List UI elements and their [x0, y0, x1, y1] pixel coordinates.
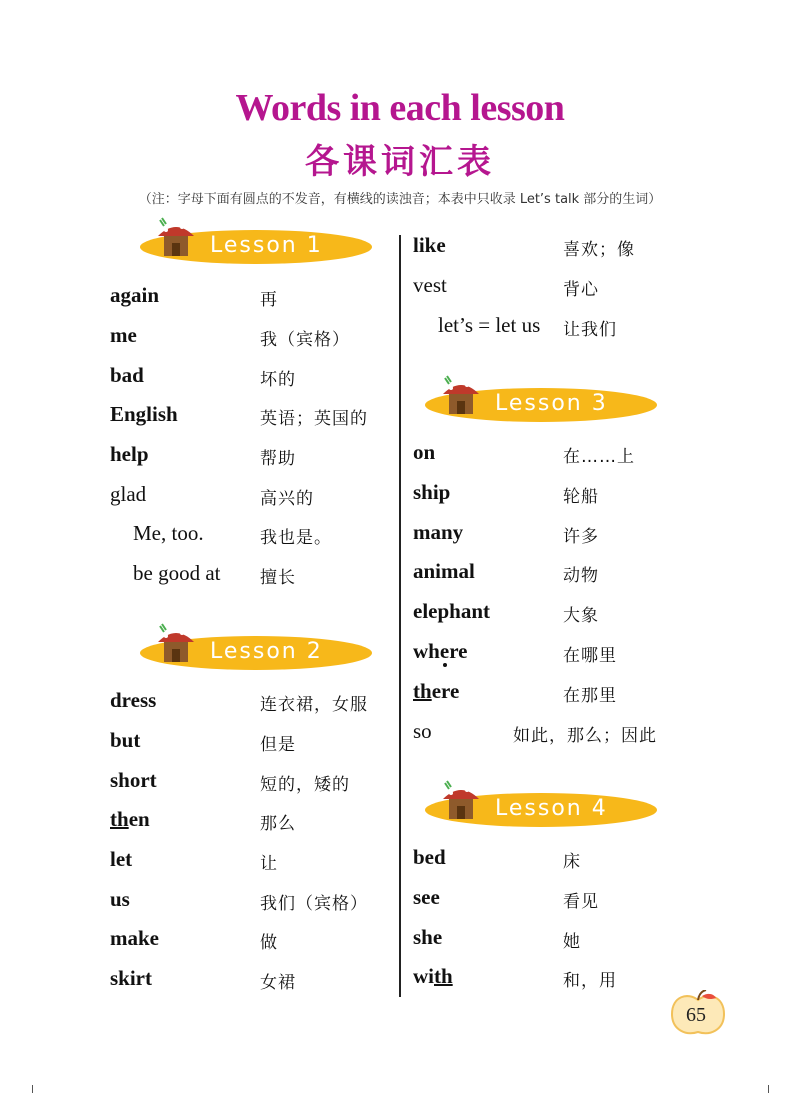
page-number-badge — [668, 990, 728, 1038]
word: vest — [413, 273, 447, 297]
meaning: 英语；英国的 — [260, 409, 368, 429]
word: many — [413, 520, 464, 544]
word: us — [110, 887, 130, 911]
lesson-label: Lesson 1 — [210, 233, 323, 258]
mushroom-house-icon — [437, 374, 485, 422]
word-rest: en — [128, 807, 150, 831]
meaning: 许多 — [563, 527, 599, 547]
word: short — [110, 768, 157, 792]
silent-letter-dot: e — [439, 639, 450, 663]
word — [110, 807, 150, 832]
word — [413, 639, 467, 664]
word-start: wh — [413, 639, 440, 663]
meaning: 但是 — [260, 735, 296, 755]
lesson-4-badge — [425, 793, 657, 827]
meaning: 短的，矮的 — [260, 775, 350, 795]
word: help — [110, 442, 149, 466]
page-title-chinese: 各课词汇表 — [305, 142, 495, 182]
meaning: 擅长 — [260, 568, 296, 588]
pronunciation-note: （注：字母下面有圆点的不发音，有横线的读浊音；本表中只收录 Let’s talk 部分的生词） — [138, 192, 662, 207]
meaning: 大象 — [563, 606, 599, 626]
meaning: 坏的 — [260, 370, 296, 390]
meaning: 床 — [563, 852, 581, 872]
meaning: 连衣裙，女服 — [260, 695, 368, 715]
lesson-label: Lesson 3 — [495, 391, 608, 416]
word: see — [413, 885, 440, 909]
mushroom-house-icon — [152, 622, 200, 670]
word — [413, 964, 453, 989]
voiced-underline: th — [413, 679, 432, 703]
meaning: 我（宾格） — [260, 330, 350, 350]
word: dress — [110, 688, 157, 712]
word: animal — [413, 559, 475, 583]
word: on — [413, 440, 436, 464]
lesson-label: Lesson 2 — [210, 639, 323, 664]
meaning: 背心 — [563, 280, 599, 300]
word: bed — [413, 845, 446, 869]
meaning: 如此，那么；因此 — [513, 726, 657, 746]
meaning: 我们（宾格） — [260, 894, 368, 914]
crop-mark — [768, 1085, 769, 1093]
meaning: 在……上 — [563, 447, 635, 467]
meaning: 喜欢；像 — [563, 240, 635, 260]
word — [413, 679, 459, 704]
phrase: let’s = let us — [438, 313, 541, 337]
voiced-underline: th — [434, 964, 453, 988]
meaning: 高兴的 — [260, 489, 314, 509]
word: English — [110, 402, 178, 426]
word-rest: ere — [431, 679, 460, 703]
voiced-underline: th — [110, 807, 129, 831]
meaning: 在那里 — [563, 686, 617, 706]
meaning: 女裙 — [260, 973, 296, 993]
word: so — [413, 719, 432, 743]
page-number: 65 — [686, 1004, 706, 1026]
lesson-label: Lesson 4 — [495, 796, 608, 821]
word: like — [413, 233, 446, 257]
word: make — [110, 926, 159, 950]
word: bad — [110, 363, 144, 387]
meaning: 动物 — [563, 566, 599, 586]
mushroom-house-icon — [437, 779, 485, 827]
meaning: 看见 — [563, 892, 599, 912]
word: ship — [413, 480, 451, 504]
word: again — [110, 283, 160, 307]
crop-mark — [32, 1085, 33, 1093]
word: skirt — [110, 966, 152, 990]
word: let — [110, 847, 133, 871]
column-divider — [399, 235, 401, 997]
meaning: 那么 — [260, 814, 296, 834]
meaning: 再 — [260, 290, 278, 310]
lesson-3-badge — [425, 388, 657, 422]
mushroom-house-icon — [152, 216, 200, 264]
word-rest: re — [449, 639, 468, 663]
meaning: 帮助 — [260, 449, 296, 469]
lesson-1-badge — [140, 230, 372, 264]
meaning: 轮船 — [563, 487, 599, 507]
page-title-english: Words in each lesson — [235, 87, 565, 129]
meaning: 和，用 — [563, 971, 617, 991]
word: she — [413, 925, 443, 949]
meaning: 让 — [260, 854, 278, 874]
phrase: Me, too. — [133, 521, 204, 545]
word: glad — [110, 482, 147, 506]
word: elephant — [413, 599, 491, 623]
lesson-2-badge — [140, 636, 372, 670]
word: me — [110, 323, 137, 347]
meaning: 在哪里 — [563, 646, 617, 666]
word: but — [110, 728, 141, 752]
meaning: 她 — [563, 932, 581, 952]
meaning: 让我们 — [563, 320, 617, 340]
meaning: 做 — [260, 933, 278, 953]
word-start: wi — [413, 964, 434, 988]
meaning: 我也是。 — [260, 528, 332, 548]
phrase: be good at — [133, 561, 221, 585]
